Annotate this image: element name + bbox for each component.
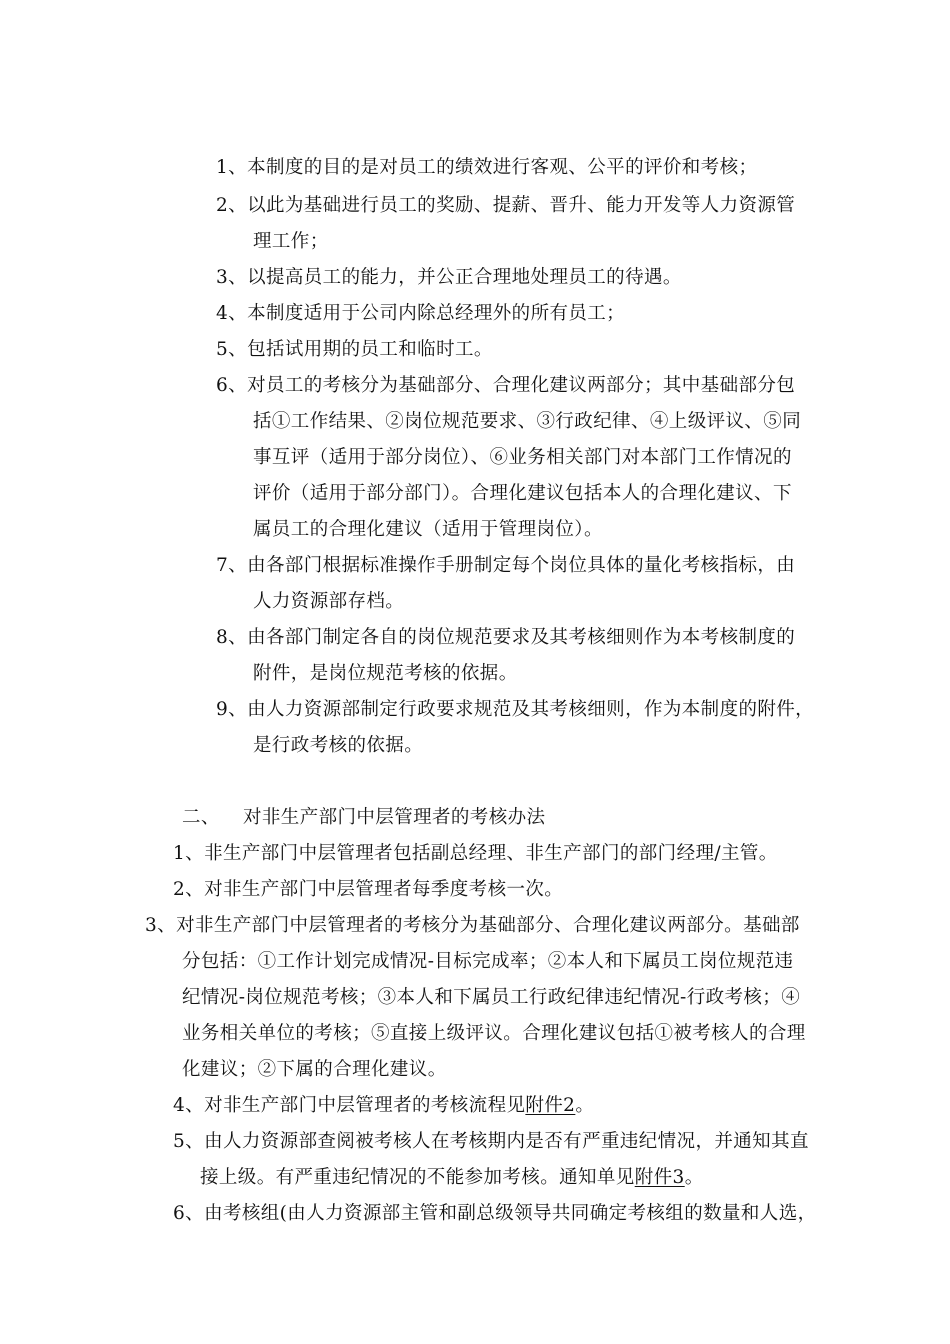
s2-item-5-line-2 <box>200 1166 704 1190</box>
s2-item-4-text: 4、对非生产部门中层管理者的考核流程见 <box>173 1095 526 1116</box>
s2-item-5-suffix: 。 <box>684 1167 704 1188</box>
item-6-line-4: 评价（适用于部分部门）。合理化建议包括本人的合理化建议、下 <box>253 483 792 504</box>
s2-item-3-line-1: 3、对非生产部门中层管理者的考核分为基础部分、合理化建议两部分。基础部 <box>145 915 800 936</box>
item-8-line-1: 8、由各部门制定各自的岗位规范要求及其考核细则作为本考核制度的 <box>216 627 796 648</box>
s2-item-3-line-4: 业务相关单位的考核；⑤直接上级评议。合理化建议包括①被考核人的合理 <box>182 1023 806 1044</box>
item-2-line-1: 2、以此为基础进行员工的奖励、提薪、晋升、能力开发等人力资源管 <box>216 195 796 216</box>
s2-item-3-line-2: 分包括：①工作计划完成情况-目标完成率；②本人和下属员工岗位规范违 <box>182 951 794 972</box>
item-7-line-2: 人力资源部存档。 <box>253 591 405 612</box>
attachment-3-link[interactable]: 附件3 <box>634 1167 685 1188</box>
s2-item-4-line-1 <box>173 1094 594 1118</box>
s2-item-6-line-1: 6、由考核组(由人力资源部主管和副总级领导共同确定考核组的数量和人选， <box>173 1203 817 1224</box>
item-6-line-3: 事互评（适用于部分岗位）、⑥业务相关部门对本部门工作情况的 <box>253 447 792 468</box>
section-2-number: 二、 <box>182 807 220 828</box>
s2-item-3-line-3: 纪情况-岗位规范考核；③本人和下属员工行政纪律违纪情况-行政考核；④ <box>182 987 801 1008</box>
s2-item-3-line-5: 化建议；②下属的合理化建议。 <box>182 1059 447 1080</box>
item-9-line-2: 是行政考核的依据。 <box>253 735 424 756</box>
item-5-line-1: 5、包括试用期的员工和临时工。 <box>216 339 493 360</box>
s2-item-5-line-1: 5、由人力资源部查阅被考核人在考核期内是否有严重违纪情况，并通知其直 <box>173 1131 809 1152</box>
item-1-line-1: 1、本制度的目的是对员工的绩效进行客观、公平的评价和考核； <box>216 157 758 178</box>
section-2-title: 对非生产部门中层管理者的考核办法 <box>243 807 546 828</box>
item-6-line-2: 括①工作结果、②岗位规范要求、③行政纪律、④上级评议、⑤同 <box>253 411 802 432</box>
item-4-line-1: 4、本制度适用于公司内除总经理外的所有员工； <box>216 303 626 324</box>
item-2-line-2: 理工作； <box>253 231 329 252</box>
item-9-line-1: 9、由人力资源部制定行政要求规范及其考核细则，作为本制度的附件， <box>216 699 815 720</box>
s2-item-5-text: 接上级。有严重违纪情况的不能参加考核。通知单见 <box>200 1167 635 1188</box>
item-3-line-1: 3、以提高员工的能力，并公正合理地处理员工的待遇。 <box>216 267 682 288</box>
s2-item-1-line-1: 1、非生产部门中层管理者包括副总经理、非生产部门的部门经理/主管。 <box>173 843 778 864</box>
s2-item-4-suffix: 。 <box>575 1095 595 1116</box>
item-6-line-5: 属员工的合理化建议（适用于管理岗位）。 <box>253 519 603 540</box>
item-6-line-1: 6、对员工的考核分为基础部分、合理化建议两部分；其中基础部分包 <box>216 375 796 396</box>
attachment-2-link[interactable]: 附件2 <box>525 1095 576 1116</box>
item-8-line-2: 附件，是岗位规范考核的依据。 <box>253 663 518 684</box>
s2-item-2-line-1: 2、对非生产部门中层管理者每季度考核一次。 <box>173 879 564 900</box>
item-7-line-1: 7、由各部门根据标准操作手册制定每个岗位具体的量化考核指标，由 <box>216 555 796 576</box>
